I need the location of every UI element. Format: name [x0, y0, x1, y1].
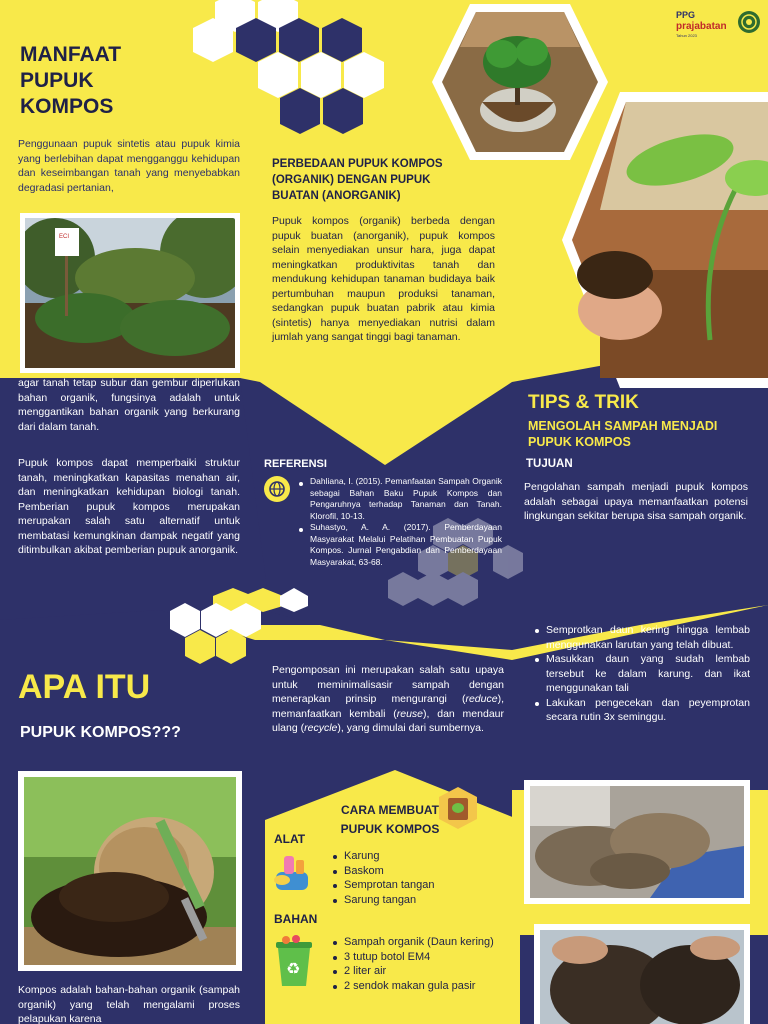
main-title [20, 42, 121, 120]
bahan-item: 2 sendok makan gula pasir [330, 979, 506, 994]
title-line-3: KOMPOS [20, 95, 114, 118]
bahan-item: 3 tutup botol EM4 [330, 950, 506, 965]
pengomposan-text-3: ), dan mendaur ulang ( [272, 707, 504, 734]
bahan-item: Sampah organik (Daun kering) [330, 935, 506, 950]
tujuan-body: Pengolahan sampah menjadi pupuk kompos adalah sebagai upaya memanfaatkan potensi lingkungan sekitar berupa sisa sampah organik. [524, 481, 748, 522]
perbedaan-body: Pupuk kompos (organik) berbeda dengan pupuk buatan (anorganik), pupuk kompos selain menyediakan unsur hara, juga dapat meningkatkan produktivitas tanah dan mendukung kehidupan tanaman budidaya baik pertumbuhan maupun produksi tanaman, sedangkan pupuk buatan pabrik atau kimia (sintetis) hanya menyediakan nutrisi dalam jumlah yang sangat tinggi bagi tanaman. [272, 215, 495, 343]
referensi-badge [264, 476, 290, 502]
compost-photo [24, 777, 236, 965]
bahan-list [330, 935, 506, 993]
referensi-item: Suhastyo, A. A. (2017). Pemberdayaan Masyarakat Melalui Pelatihan Pembuatan Pupuk Kompos. Jurnal Pengabdian dan Pemberdayaan Masyarakat, 63-68. [296, 522, 502, 568]
tools-icon [270, 850, 314, 894]
tujuan-label: TUJUAN [526, 458, 573, 470]
pengomposan-body [272, 663, 504, 736]
logo-prajabatan: prajabatan [676, 21, 727, 32]
alat-item: Semprotan tangan [330, 878, 500, 893]
sign-text: ECI [59, 234, 70, 240]
compost-photo-frame [18, 771, 242, 971]
referensi-item: Dahliana, I. (2015). Pemanfaatan Sampah Organik sebagai Bahan Baku Pupuk Kompos dan Pengaruhnya terhadap Tanaman dan Tanah. Klorofil, 10-13. [296, 476, 502, 522]
compost-bag-photo [540, 930, 744, 1024]
step-item: Semprotkan daun kering hingga lembab menggunakan larutan yang telah dibuat. [532, 623, 750, 652]
dry-leaves-photo [530, 786, 744, 898]
referensi-list [296, 476, 502, 568]
title-line-2: PUPUK [20, 69, 94, 92]
bahan-item: 2 liter air [330, 964, 506, 979]
garden-photo-frame [20, 213, 240, 373]
recycle-bin-icon [272, 934, 316, 990]
step-item: Lakukan pengecekan dan peyemprotan secara rutin 3x seminggu. [532, 696, 750, 725]
pengomposan-text-1: Pengomposan ini merupakan salah satu upaya untuk meminimalisasir sampah dengan menerapkan prinsip mengurangi ( [272, 664, 504, 705]
bahan-label: BAHAN [274, 912, 318, 926]
referensi-title: REFERENSI [264, 458, 327, 470]
alat-list [330, 849, 500, 907]
tips-title: TIPS & TRIK [528, 392, 639, 413]
university-seal-icon [737, 10, 761, 34]
hexagon-cluster-top [193, 0, 384, 134]
alat-item: Karung [330, 849, 500, 864]
apa-body: Kompos adalah bahan-bahan organik (sampah organik) yang telah mengalami proses pelapukan karena [18, 984, 240, 1024]
intro-paragraph-2: agar tanah tetap subur dan gembur diperlukan bahan organik, fungsinya adalah untuk menggantikan bahan organik yang berkurang dari dalam tanah. [18, 377, 240, 433]
pengomposan-text-2: ), memanfaatkan kembali ( [272, 693, 504, 720]
seedling-hand-photo [560, 90, 768, 390]
svg-text:♻: ♻ [286, 961, 301, 978]
logo-ppg: PPG [676, 10, 696, 20]
logo-year: Tahun 2023 [676, 33, 697, 38]
globe-icon [264, 476, 290, 502]
bag-photo-frame [534, 924, 750, 1024]
apa-subtitle: PUPUK KOMPOS??? [20, 724, 181, 741]
pengomposan-recycle: recycle [304, 722, 338, 734]
alat-item: Sarung tangan [330, 893, 500, 908]
step-item: Masukkan daun yang sudah lembab tersebut ke dalam karung. dan ikat menggunakan tali [532, 652, 750, 696]
alat-item: Baskom [330, 864, 500, 879]
pengomposan-reuse: reuse [396, 707, 424, 720]
intro-paragraph-3: Pupuk kompos dapat memperbaiki struktur tanah, meningkatkan kapasitas menahan air, dan meningkatkan kehidupan biologi tanah. Pemberian pupuk kompos merupakan merupakan salah satu alternatif untuk membatasi kemungkinan dampak negatif yang ditimbulkan akibat pemberian pupuk anorganik. [18, 457, 240, 556]
ppg-logo [676, 10, 762, 40]
steps-list [532, 623, 750, 725]
pengomposan-text-4: ), yang dimulai dari sumbernya. [337, 722, 484, 734]
perbedaan-title: PERBEDAAN PUPUK KOMPOS (ORGANIK) DENGAN PUPUK BUATAN (ANORGANIK) [272, 158, 443, 202]
tips-subtitle: MENGOLAH SAMPAH MENJADI PUPUK KOMPOS [528, 419, 718, 449]
leaves-photo-frame [524, 780, 750, 904]
pengomposan-reduce: reduce [465, 693, 498, 705]
title-line-1: MANFAAT [20, 43, 122, 66]
apa-title: APA ITU [18, 668, 151, 706]
garden-photo [25, 218, 235, 368]
cara-title: CARA MEMBUAT PUPUK KOMPOS [340, 803, 440, 836]
alat-label: ALAT [274, 832, 306, 846]
fertilizer-bag-icon [436, 786, 480, 830]
intro-paragraph-1: Penggunaan pupuk sintetis atau pupuk kimia yang berlebihan dapat mengganggu kehidupan dan keseimbangan tanah yang menyebabkan degradasi pertanian, [18, 138, 240, 194]
